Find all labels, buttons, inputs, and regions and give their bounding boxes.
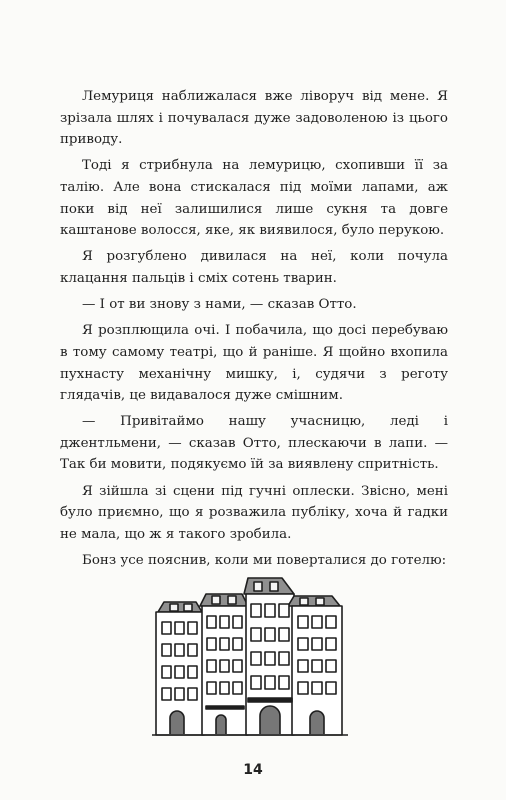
townhouses-illustration: [150, 572, 356, 740]
paragraph-7: Я зійшла зі сцени під гучні оплески. Звісно, мені було приємно, що я розважила публіку, хоча й гадки не мала, що ж я такого зробила.: [60, 483, 448, 542]
paragraph-2: Тоді я стрибнула на лемурицю, схопивши її за талію. Але вона стискалася під моїми лапами, аж поки від неї залишилися лише сукня та довге каштанове волосся, яке, як виявилося, було перукою.: [60, 158, 448, 239]
paragraph-5: Я розплющила очі. І побачила, що досі перебуваю в тому самому театрі, що й раніше. Я щойно вхопила пухнасту механічну мишку, і, судячи з реготу глядачів, це видавалося дуже смішним.: [60, 323, 448, 404]
paragraph-1: Лемуриця наближалася вже ліворуч від мене. Я зрізала шлях і почувалася дуже задоволеною із цього приводу.: [60, 89, 448, 148]
paragraph-3: Я розгублено дивилася на неї, коли почула клацання пальців і сміх сотень тварин.: [60, 249, 448, 286]
paragraph-6: — Привітаймо нашу учасницю, леді і джентльмени, — сказав Отто, плескаючи в лапи. — Так би мовити, подякуємо їй за виявлену спритність.: [60, 414, 448, 473]
body-text: [60, 86, 448, 576]
paragraph-4: — І от ви знову з нами, — сказав Отто.: [82, 297, 357, 313]
paragraph-8: Бонз усе пояснив, коли ми поверталися до готелю:: [82, 553, 447, 569]
page-number: 14: [243, 762, 263, 778]
